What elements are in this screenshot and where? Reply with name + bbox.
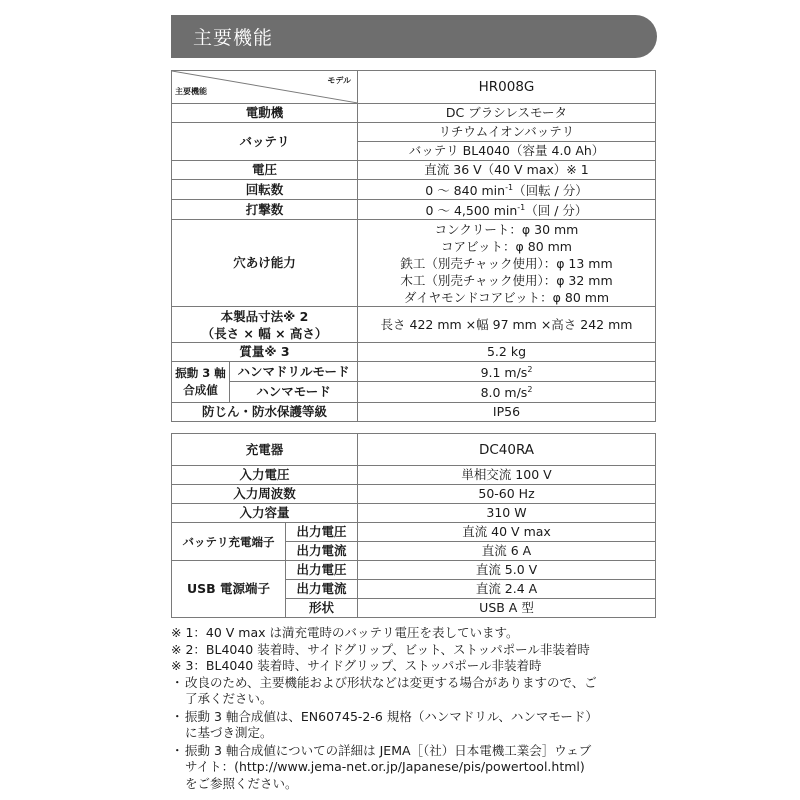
usb-out-voltage-label: 出力電圧 bbox=[286, 561, 358, 580]
impact-label: 打撃数 bbox=[172, 200, 358, 220]
bt-out-current-value: 直流 6 A bbox=[358, 542, 656, 561]
ip-value: IP56 bbox=[358, 402, 656, 421]
ip-label: 防じん・防水保護等級 bbox=[172, 402, 358, 421]
spec-row-vibration-2 bbox=[172, 382, 656, 402]
section-banner bbox=[171, 15, 657, 58]
spec-header-corner bbox=[172, 71, 358, 104]
note-bullet-1: ・ 改良のため、主要機能および形状などは変更する場合がありますので、ご 了承ください。 bbox=[171, 674, 597, 706]
drill-line: コアビット：φ 80 mm bbox=[441, 238, 572, 254]
drill-line: コンクリート：φ 30 mm bbox=[434, 221, 579, 237]
usb-shape-label: 形状 bbox=[286, 599, 358, 618]
size-label: 本製品寸法※ 2 （長さ × 幅 × 高さ） bbox=[172, 307, 358, 343]
charger-header-row bbox=[172, 434, 656, 466]
motor-label: 電動機 bbox=[172, 104, 358, 123]
footnote-2: ※ 2：BL4040 装着時、サイドグリップ、ビット、ストッパポール非装着時 bbox=[171, 641, 590, 657]
usb-terminal-label: USB 電源端子 bbox=[172, 561, 286, 618]
spec-row-size bbox=[172, 307, 656, 343]
spec-row-mass bbox=[172, 343, 656, 362]
charger-row-usb-voltage bbox=[172, 561, 656, 580]
charger-table bbox=[171, 433, 656, 618]
mass-label: 質量※ 3 bbox=[172, 343, 358, 362]
motor-value: DC ブラシレスモータ bbox=[358, 104, 656, 123]
size-value: 長さ 422 mm ×幅 97 mm ×高さ 242 mm bbox=[358, 307, 656, 343]
input-frequency-label: 入力周波数 bbox=[172, 485, 358, 504]
spec-row-motor bbox=[172, 104, 656, 123]
charger-row-input-capacity bbox=[172, 504, 656, 523]
input-capacity-value: 310 W bbox=[358, 504, 656, 523]
model-column-label: モデル bbox=[327, 76, 351, 85]
usb-out-voltage-value: 直流 5.0 V bbox=[358, 561, 656, 580]
charger-row-input-voltage bbox=[172, 466, 656, 485]
vibration-label: 振動 3 軸 合成値 bbox=[172, 362, 230, 402]
impact-value: 0 ～ 4,500 $\min^{-1}$（回 / 分） bbox=[358, 200, 656, 220]
footnote-3: ※ 3：BL4040 装着時、サイドグリップ、ストッパポール非装着時 bbox=[171, 658, 542, 673]
input-frequency-value: 50-60 Hz bbox=[358, 485, 656, 504]
bullet-mark: ・ bbox=[171, 742, 184, 758]
vib-hammer-label: ハンマモード bbox=[230, 382, 358, 402]
charger-row-bt-voltage bbox=[172, 523, 656, 542]
input-voltage-label: 入力電圧 bbox=[172, 466, 358, 485]
spec-row-voltage bbox=[172, 161, 656, 180]
bt-out-voltage-value: 直流 40 V max bbox=[358, 523, 656, 542]
input-capacity-label: 入力容量 bbox=[172, 504, 358, 523]
section-title: 主要機能 bbox=[193, 27, 274, 49]
spec-row-rpm bbox=[172, 180, 656, 200]
spec-row-drill bbox=[172, 220, 656, 307]
bt-out-current-label: 出力電流 bbox=[286, 542, 358, 561]
footnote-1: ※ 1：40 V max は満充電時のバッテリ電圧を表しています。 bbox=[171, 625, 519, 640]
note-bullet-2: ・ 振動 3 軸合成値は、EN60745-2-6 規格（ハンマドリル、ハンマモード） に基づき測定。 bbox=[171, 708, 598, 740]
bt-out-voltage-label: 出力電圧 bbox=[286, 523, 358, 542]
drill-label: 穴あけ能力 bbox=[172, 220, 358, 307]
charger-model: DC40RA bbox=[358, 434, 656, 466]
rpm-value: 0 ～ 840 $\min^{-1}$（回転 / 分） bbox=[358, 180, 656, 200]
charger-row-input-frequency bbox=[172, 485, 656, 504]
bullet-mark: ・ bbox=[171, 674, 184, 690]
rpm-label: 回転数 bbox=[172, 180, 358, 200]
battery-terminal-label: バッテリ充電端子 bbox=[172, 523, 286, 561]
spec-row-ip bbox=[172, 402, 656, 421]
drill-line: 木工（別売チャック使用）：φ 32 mm bbox=[400, 272, 613, 288]
vib-hammer-value: 8.0 $m/s^2$ bbox=[358, 382, 656, 402]
spec-row-impact bbox=[172, 200, 656, 220]
usb-out-current-label: 出力電流 bbox=[286, 580, 358, 599]
mass-value: 5.2 kg bbox=[358, 343, 656, 362]
feature-column-label: 主要機能 bbox=[175, 87, 207, 96]
drill-line: ダイヤモンドコアビット：φ 80 mm bbox=[403, 289, 610, 305]
spec-header-row bbox=[172, 71, 656, 104]
usb-out-current-value: 直流 2.4 A bbox=[358, 580, 656, 599]
vib-hammer-drill-label: ハンマドリルモード bbox=[230, 362, 358, 382]
voltage-label: 電圧 bbox=[172, 161, 358, 180]
spec-row-vibration-1 bbox=[172, 362, 656, 382]
usb-shape-value: USB A 型 bbox=[358, 599, 656, 618]
model-name: HR008G bbox=[358, 71, 656, 104]
voltage-value: 直流 36 V（40 V max）※ 1 bbox=[358, 161, 656, 180]
drill-line: 鉄工（別売チャック使用）：φ 13 mm bbox=[400, 255, 613, 271]
note-bullet-3: ・ 振動 3 軸合成値についての詳細は JEMA［（社）日本電機工業会］ウェブ サイト：(http://www.jema-net.or.jp/Japanese/pis/powertool.html) をご参照ください。 bbox=[171, 742, 592, 791]
battery-type-value: リチウムイオンバッテリ bbox=[358, 123, 656, 142]
spec-table bbox=[171, 70, 656, 422]
vib-hammer-drill-value: 9.1 $m/s^2$ bbox=[358, 362, 656, 382]
spec-row-battery bbox=[172, 123, 656, 142]
charger-label: 充電器 bbox=[172, 434, 358, 466]
battery-model-value: バッテリ BL4040（容量 4.0 Ah） bbox=[358, 142, 656, 161]
battery-label: バッテリ bbox=[172, 123, 358, 161]
drill-capacity-values bbox=[358, 220, 656, 307]
footnotes bbox=[171, 625, 661, 792]
bullet-mark: ・ bbox=[171, 708, 184, 724]
input-voltage-value: 単相交流 100 V bbox=[358, 466, 656, 485]
